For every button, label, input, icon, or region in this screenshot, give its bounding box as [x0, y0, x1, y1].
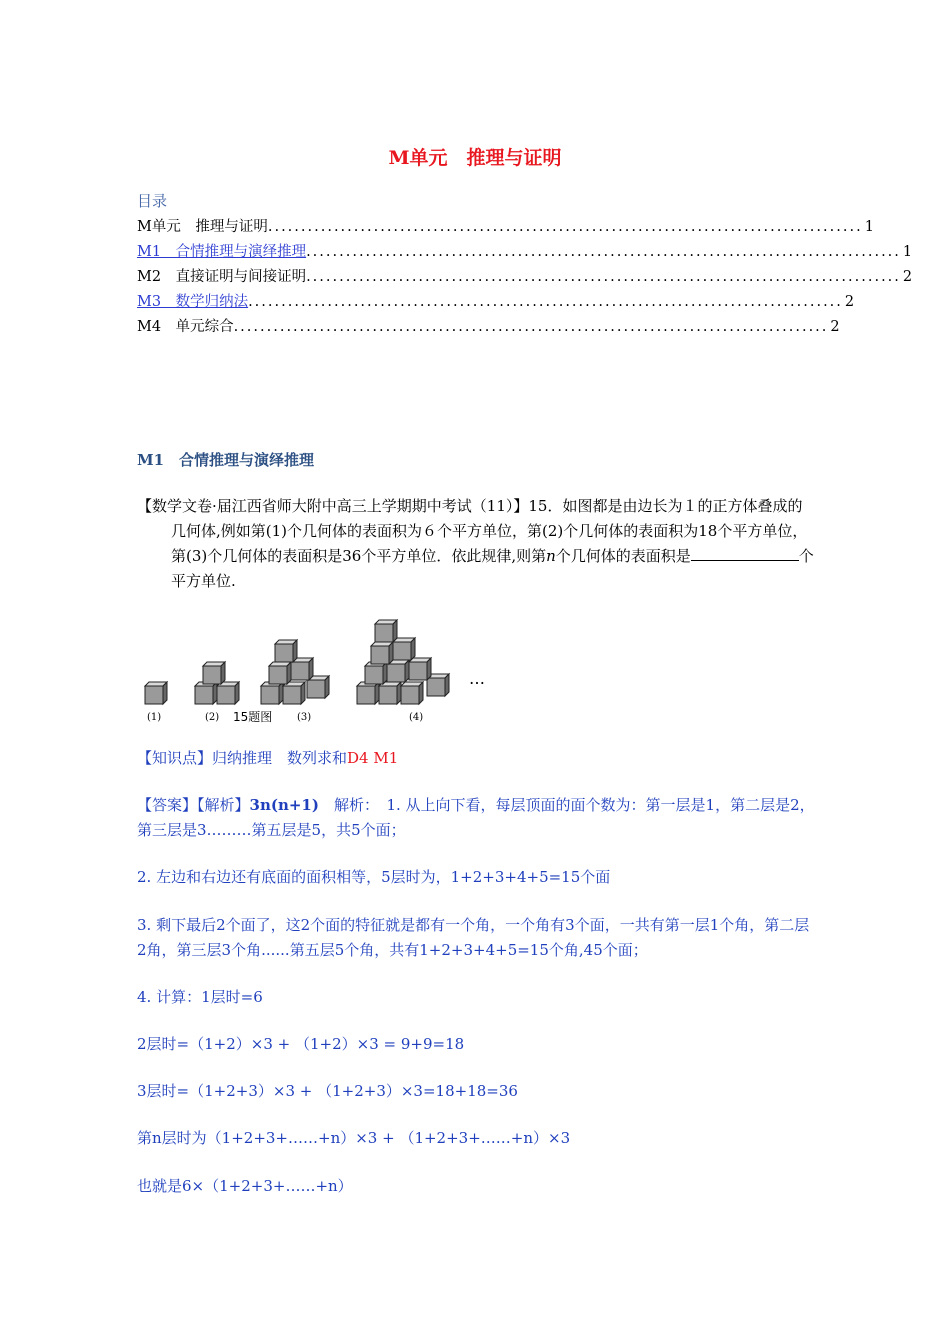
problem-text: 个几何体的表面积是 — [555, 547, 691, 565]
toc-item-label: M2 直接证明与间接证明 — [137, 269, 307, 285]
cube-stack-3 — [261, 640, 329, 704]
solution-step: 2层时=（1+2）×3 + （1+2）×3 = 9+9=18 — [137, 1035, 465, 1053]
toc-leader: .......................................................................................... — [248, 294, 843, 310]
toc-item-page: 2 — [830, 319, 840, 335]
cube-figure — [137, 610, 497, 730]
figure-ellipsis: … — [469, 669, 485, 688]
figure-label: (1) — [147, 712, 162, 723]
cube-stacks-illustration — [137, 610, 497, 730]
toc-item[interactable] — [137, 240, 913, 262]
figure-label: (4) — [409, 712, 424, 723]
toc-item-page: 1 — [902, 244, 913, 260]
toc-item-label[interactable]: M3 数学归纳法 — [137, 294, 249, 310]
toc-leader: .......................................................................................... — [306, 244, 901, 260]
knowledge-tag: 【知识点】 — [137, 749, 213, 767]
toc-item-label[interactable]: M1 合情推理与演绎推理 — [137, 244, 307, 260]
toc-item[interactable] — [137, 265, 913, 287]
toc-item-page: 1 — [864, 219, 874, 235]
knowledge-point — [137, 746, 817, 771]
figure-caption: 15题图 — [233, 710, 273, 724]
solution-step: 4. 计算：1层时=6 — [137, 988, 263, 1006]
toc-item-label: M单元 推理与证明 — [137, 219, 268, 235]
problem-text: 个平方单位. — [171, 547, 814, 590]
cube-stack-2 — [195, 662, 239, 704]
answer-block — [137, 793, 817, 843]
answer-tags: 【答案】【解析】 — [137, 796, 250, 814]
section-heading: M1 合情推理与演绎推理 — [137, 451, 315, 469]
problem-variable: n — [546, 547, 556, 565]
toc-item-page: 2 — [902, 269, 913, 285]
toc-item[interactable] — [137, 215, 874, 237]
answer-blank — [691, 546, 799, 561]
solution-step: 也就是6×（1+2+3+……+n） — [137, 1177, 353, 1195]
problem-text: 15．如图都是由边长为１的正方体叠成的几何体,例如第(1)个几何体的表面积为６个平方单位，第(2)个几何体的表面积为18个平方单位，第(3)个几何体的表面积是36个平方单位．依此规律,则第 — [171, 497, 808, 565]
answer-text: 解析： 1. 从上向下看，每层顶面的面个数为：第一层是1，第二层是2，第三层是3………第五层是5，共5个面； — [137, 796, 815, 839]
toc-leader: .......................................................................................... — [267, 219, 863, 235]
solution-step: 第n层时为（1+2+3+……+n）×3 + （1+2+3+……+n）×3 — [137, 1129, 571, 1147]
toc-item[interactable] — [137, 290, 855, 312]
solution-step: 3. 剩下最后2个面了，这2个面的特征就是都有一个角，一个角有3个面，一共有第一层1个角，第二层2角，第三层3个角......第五层5个角，共有1+2+3+4+5=15个角,45个面； — [137, 916, 810, 959]
cube-stack-1 — [145, 682, 167, 704]
problem-source: 【数学文卷·届江西省师大附中高三上学期期中考试（11）】 — [137, 497, 529, 515]
knowledge-text: 归纳推理 数列求和 — [212, 749, 348, 767]
figure-label: (2) — [205, 712, 220, 723]
page-title: M单元 推理与证明 — [388, 147, 562, 169]
solution-step: 2. 左边和右边还有底面的面积相等，5层时为，1+2+3+4+5=15个面 — [137, 868, 611, 886]
solution-step: 3层时=（1+2+3）×3 + （1+2+3）×3=18+18=36 — [137, 1082, 518, 1100]
toc-leader: .......................................................................................... — [233, 319, 829, 335]
figure-label: (3) — [297, 712, 312, 723]
toc-item-page: 2 — [844, 294, 855, 310]
problem-statement — [137, 494, 817, 594]
cube-stack-4 — [357, 620, 449, 704]
toc-leader: .......................................................................................... — [306, 269, 901, 285]
toc-heading: 目录 — [137, 192, 168, 210]
toc-item[interactable] — [137, 315, 840, 337]
toc-item-label: M4 单元综合 — [137, 319, 234, 335]
answer-formula: 3n(n+1) — [249, 796, 319, 814]
knowledge-codes: D4 M1 — [347, 749, 399, 767]
